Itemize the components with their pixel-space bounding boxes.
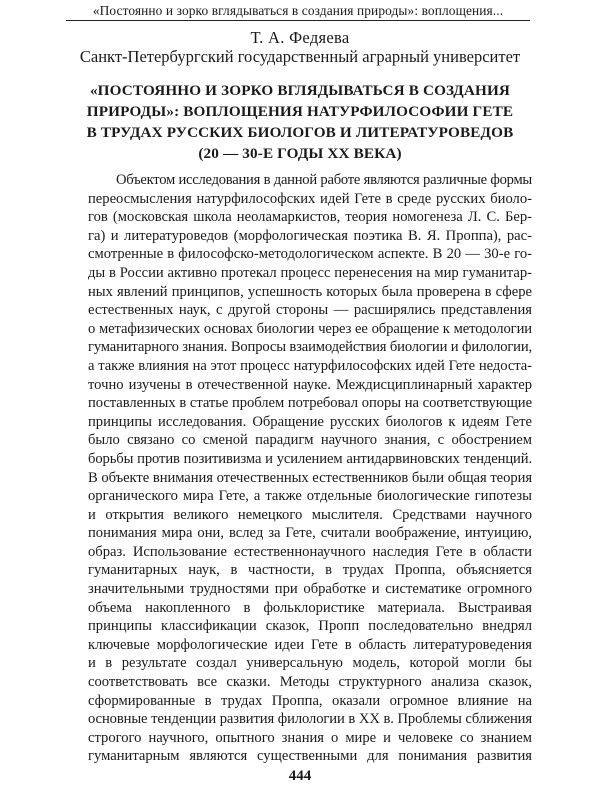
author-affiliation: Санкт-Петербургский государственный аграрный университет bbox=[79, 47, 521, 66]
text-line: было связано со сменой парадигм научного знания, с обострением bbox=[88, 432, 532, 449]
text-line: смотренные в философско-методологическом аспекте. В 20 — 30-е го- bbox=[88, 246, 532, 263]
text-line: гуманитарным являются существенными для понимания развития bbox=[88, 748, 532, 765]
text-line: основные тенденции развития филологии в XX в. Проблемы сближения bbox=[88, 711, 532, 728]
title-line: ПРИРОДЫ»: ВОПЛОЩЕНИЯ НАТУРФИЛОСОФИИ ГЕТЕ bbox=[86, 103, 514, 120]
text-line: борьбы против позитивизма и усилением антидарвиновских тенденций. bbox=[88, 450, 532, 467]
text-line: соответствовать все сказки. Методы структурного анализа сказок, bbox=[88, 674, 532, 691]
text-line: гуманитарных наук, в частности, в трудах Проппа, объясняется bbox=[88, 562, 532, 579]
text-line: переосмысления натурфилософских идей Гете в среде русских биоло- bbox=[88, 190, 532, 207]
text-line: и в результате создал универсальную модель, которой могли бы bbox=[88, 655, 532, 672]
text-line: гуманитарного знания. Вопросы взаимодействия биологии и филологии, bbox=[88, 339, 532, 356]
text-line: а также влияния на этот процесс натурфилософских идей Гете недоста- bbox=[88, 357, 532, 374]
text-line: принципы классификации сказок, Пропп последовательно внедрял bbox=[88, 618, 532, 635]
text-line: и открытия великого немецкого мыслителя. Средствами научного bbox=[88, 506, 532, 523]
title-line: «ПОСТОЯННО И ЗОРКО ВГЛЯДЫВАТЬСЯ В СОЗДАНИЯ bbox=[89, 82, 511, 99]
running-head-text: «Постоянно и зорко вглядываться в создания природы»: воплощения... bbox=[92, 3, 504, 18]
author-name: Т. А. Федяева bbox=[250, 28, 350, 47]
text-line: принципы исследования. Обращение русских биологов к идеям Гете bbox=[88, 413, 532, 430]
text-line: В объекте внимания отечественных естественников были общая теория bbox=[88, 469, 532, 486]
text-line: значительными трудностями при обработке и систематике огромного bbox=[88, 581, 532, 598]
text-line: гов (московская школа неоламаркистов, теория номогенеза Л. С. Бер- bbox=[88, 209, 532, 226]
text-line: ных явлений принципов, успешность которых была проверена в сфере bbox=[88, 283, 532, 300]
text-line: строгого научного, опытного знания о мире и человеке со знанием bbox=[88, 729, 532, 746]
title-line: В ТРУДАХ РУССКИХ БИОЛОГОВ И ЛИТЕРАТУРОВЕДОВ bbox=[86, 124, 514, 141]
text-line: образ. Использование естественнонаучного наследия Гете в области bbox=[88, 543, 532, 560]
text-line: точно изучены в отечественной науке. Междисциплинарный характер bbox=[88, 376, 532, 393]
page-number: 444 bbox=[288, 768, 312, 784]
text-line: Объектом исследования в данной работе являются различные формы bbox=[116, 172, 532, 188]
text-line: естественных наук, с другой стороны — расширялись представления bbox=[88, 302, 532, 319]
text-line: объема накопленного в фольклористике материала. Выстраивая bbox=[88, 599, 532, 616]
title-line: (20 — 30-Е ГОДЫ XX ВЕКА) bbox=[198, 145, 402, 162]
text-line: органического мира Гете, а также отдельные биологические гипотезы bbox=[88, 488, 532, 505]
article-title bbox=[60, 80, 540, 164]
text-line: га) и литературоведов (морфологическая поэтика В. Я. Проппа), рас- bbox=[88, 227, 532, 244]
running-head bbox=[0, 0, 600, 22]
text-line: поставленных в статье проблем потребовал опоры на соответствующие bbox=[88, 395, 532, 412]
abstract-paragraph bbox=[88, 171, 532, 766]
text-line: сформированные в трудах Проппа, оказали огромное влияние на bbox=[88, 692, 532, 709]
text-line: ключевые морфологические идеи Гете в область литературоведения bbox=[88, 636, 532, 653]
running-head-rule bbox=[66, 20, 530, 21]
text-line: ды в России активно протекал процесс перенесения на мир гуманитар- bbox=[88, 264, 532, 281]
text-line: о метафизических основах биологии через ее обращение к методологии bbox=[88, 320, 532, 337]
text-line: понимания мира они, вслед за Гете, считали воображение, интуицию, bbox=[88, 525, 532, 542]
